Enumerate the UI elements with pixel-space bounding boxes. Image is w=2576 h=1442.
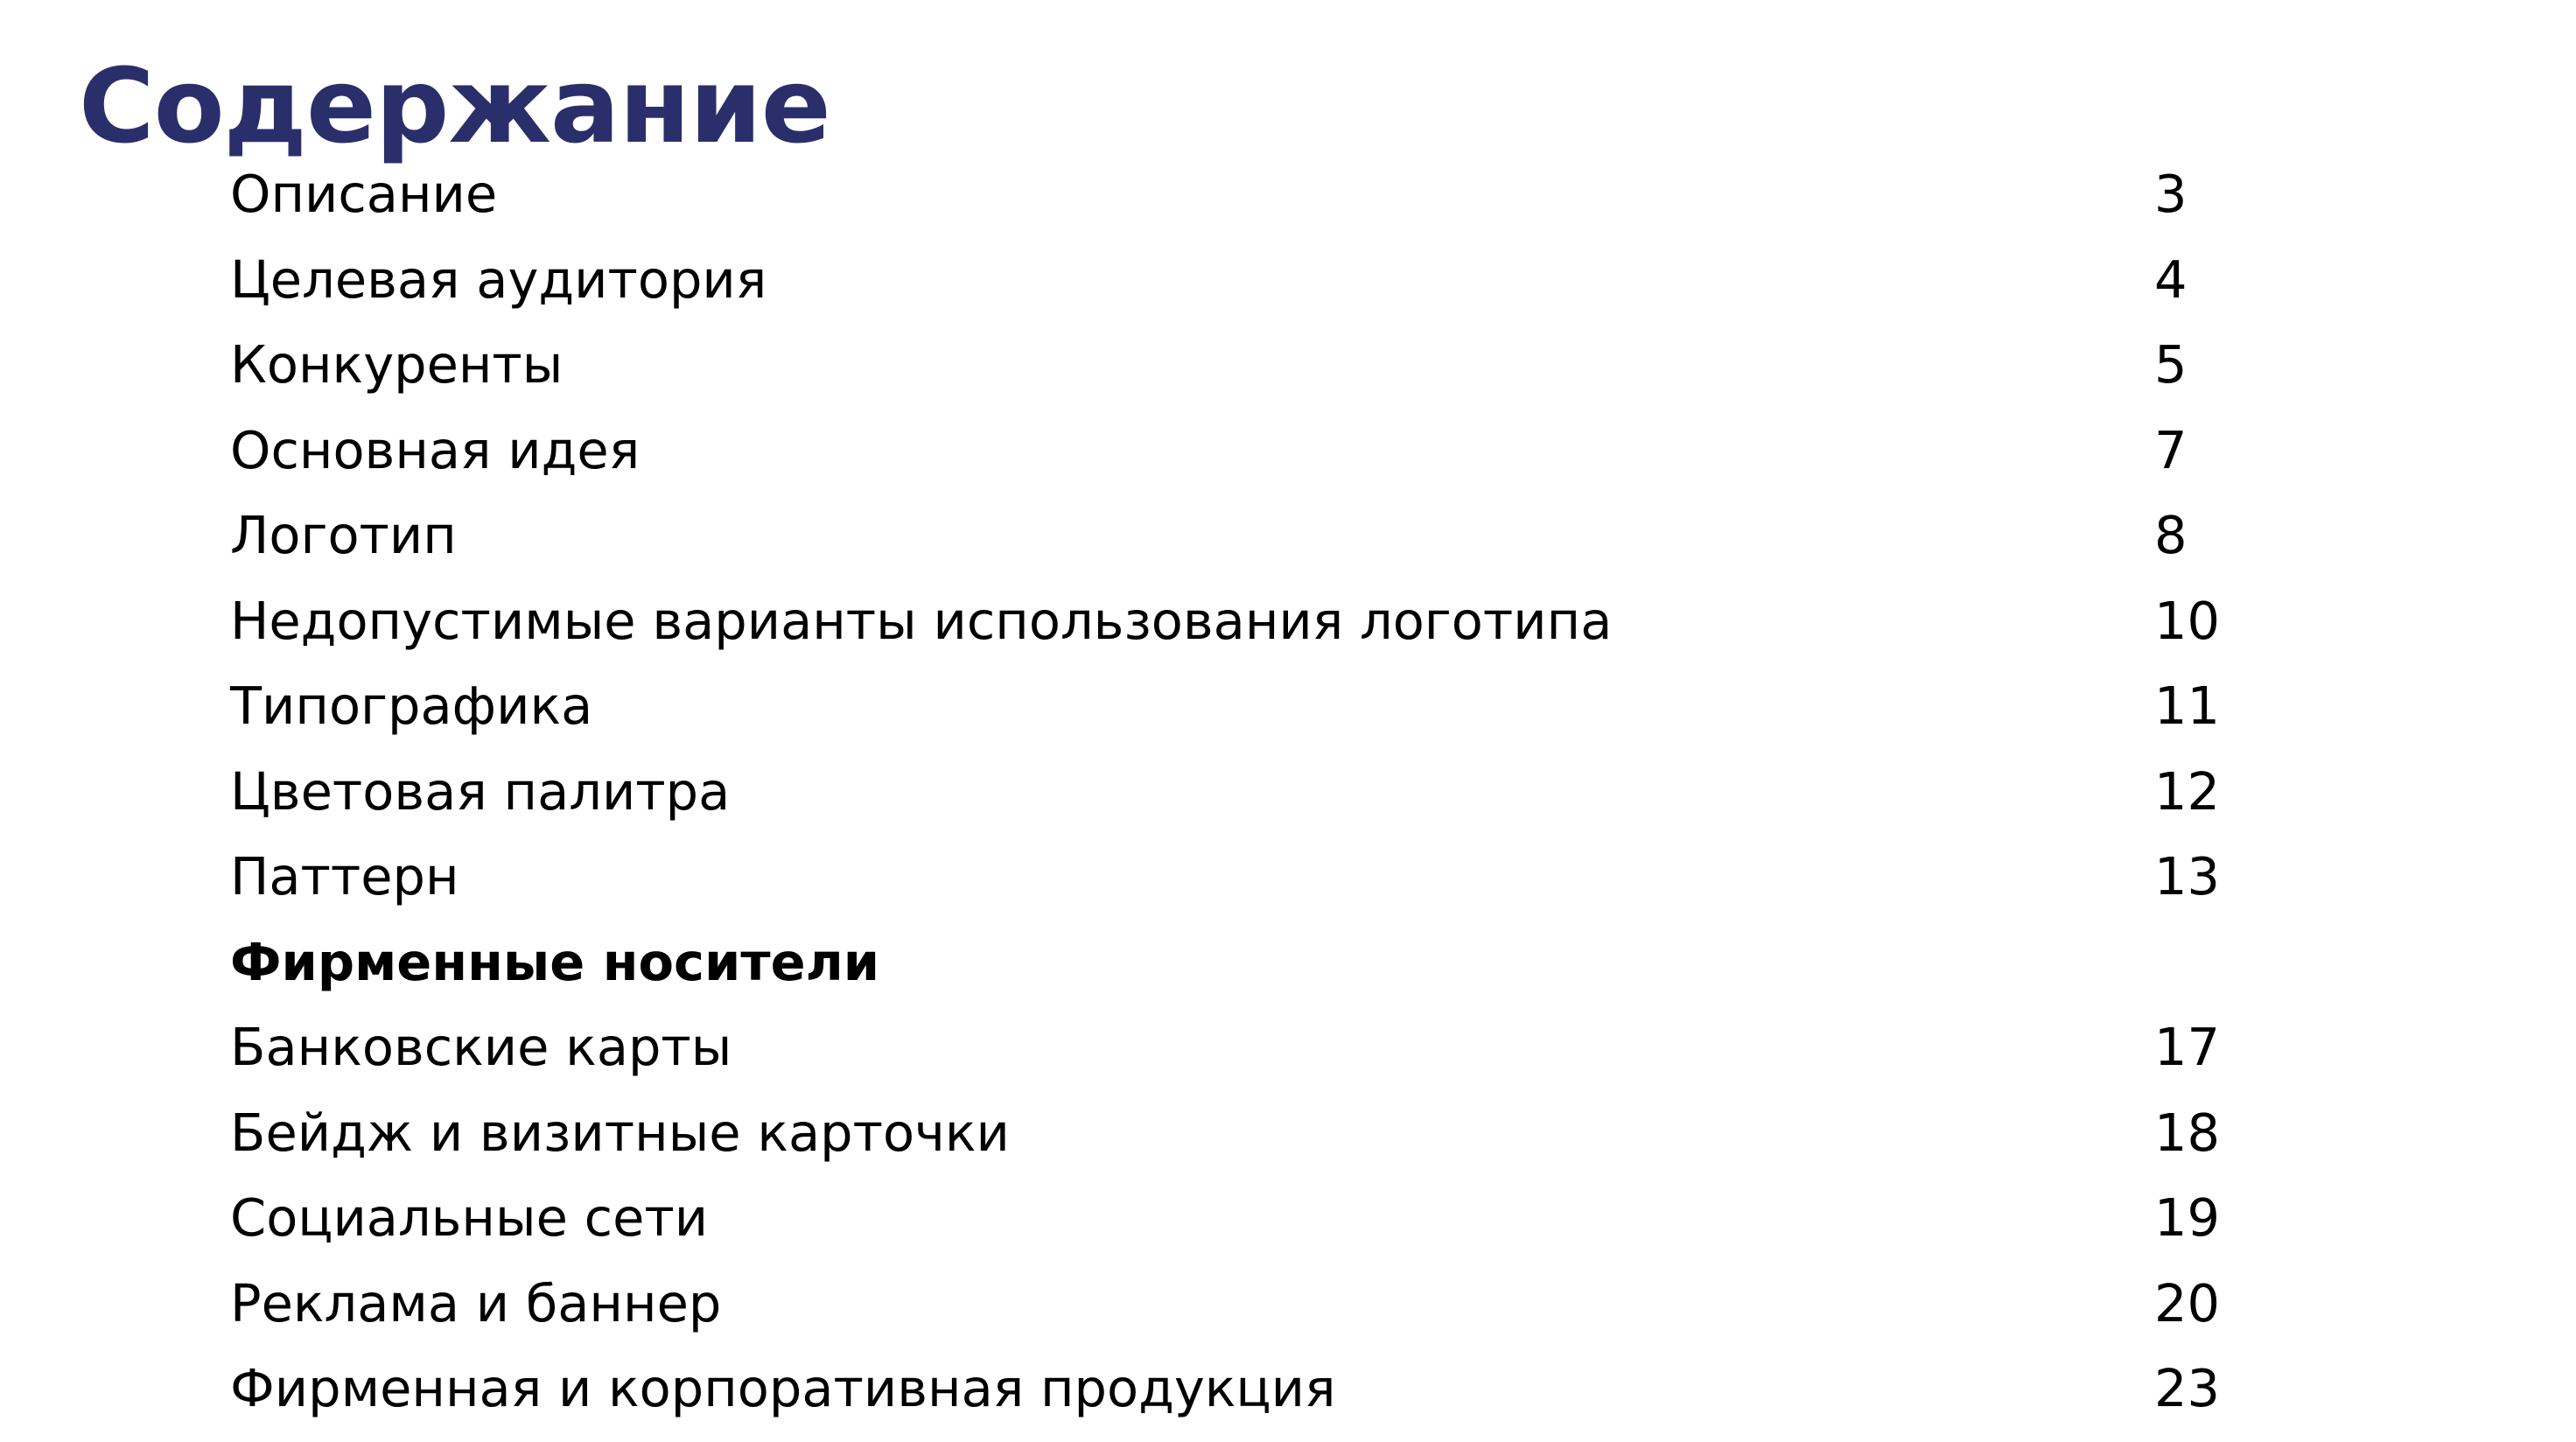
toc-entry-page-number: 4: [2154, 248, 2188, 310]
toc-entry-page-number: 18: [2154, 1102, 2221, 1163]
toc-section-heading: [0, 920, 2576, 1005]
toc-entry-label: Социальные сети: [230, 1187, 709, 1248]
toc-entry-page-number: 3: [2154, 164, 2188, 224]
toc-entry: [0, 1346, 2576, 1432]
toc-entry-label: Типографика: [230, 676, 593, 736]
toc-entry: [0, 1090, 2576, 1176]
toc-entry-page-number: 17: [2154, 1017, 2221, 1077]
toc-entry-label: Логотип: [230, 505, 457, 565]
toc-entry-label: Банковские карты: [230, 1017, 732, 1077]
toc-entry-label: Описание: [230, 164, 498, 224]
toc-entry-label: Целевая аудитория: [230, 248, 767, 310]
toc-entry-page-number: 8: [2154, 505, 2188, 565]
toc-entry: [0, 493, 2576, 578]
toc-entry-page-number: 5: [2154, 334, 2188, 395]
toc-entry-page-number: 11: [2154, 676, 2221, 736]
toc-entry-label: Фирменные носители: [230, 931, 880, 992]
toc-entry-page-number: 13: [2154, 846, 2221, 906]
toc-entry: [0, 1261, 2576, 1347]
toc-entry: [0, 322, 2576, 408]
toc-entry-label: Бейдж и визитные карточки: [230, 1102, 1010, 1163]
toc-entry-page-number: 10: [2154, 590, 2221, 651]
toc-entry-page-number: 20: [2154, 1272, 2221, 1334]
toc-entry-label: Цветовая палитра: [230, 760, 731, 822]
toc-entry: [0, 1004, 2576, 1090]
toc-entry: [0, 408, 2576, 494]
toc-entry-label: Конкуренты: [230, 334, 564, 395]
toc-entry: [0, 578, 2576, 664]
toc-entry: [0, 1175, 2576, 1261]
toc-entry: [0, 237, 2576, 323]
toc-entry-label: Фирменная и корпоративная продукция: [230, 1358, 1336, 1418]
toc-entry: [0, 663, 2576, 749]
toc-entry-page-number: 12: [2154, 760, 2221, 822]
toc-entry-page-number: 23: [2154, 1358, 2221, 1418]
toc-entry-label: Основная идея: [230, 419, 640, 480]
toc-entry-label: Недопустимые варианты использования логотипа: [230, 590, 1613, 651]
toc-entry: [0, 749, 2576, 835]
toc-entry: [0, 151, 2576, 237]
table-of-contents: [0, 151, 2576, 1432]
toc-entry-label: Реклама и баннер: [230, 1272, 722, 1334]
toc-entry: [0, 834, 2576, 920]
toc-entry-label: Паттерн: [230, 846, 459, 906]
page-title: Содержание: [79, 46, 830, 166]
toc-entry-page-number: 7: [2154, 419, 2188, 480]
toc-entry-page-number: 19: [2154, 1187, 2221, 1248]
